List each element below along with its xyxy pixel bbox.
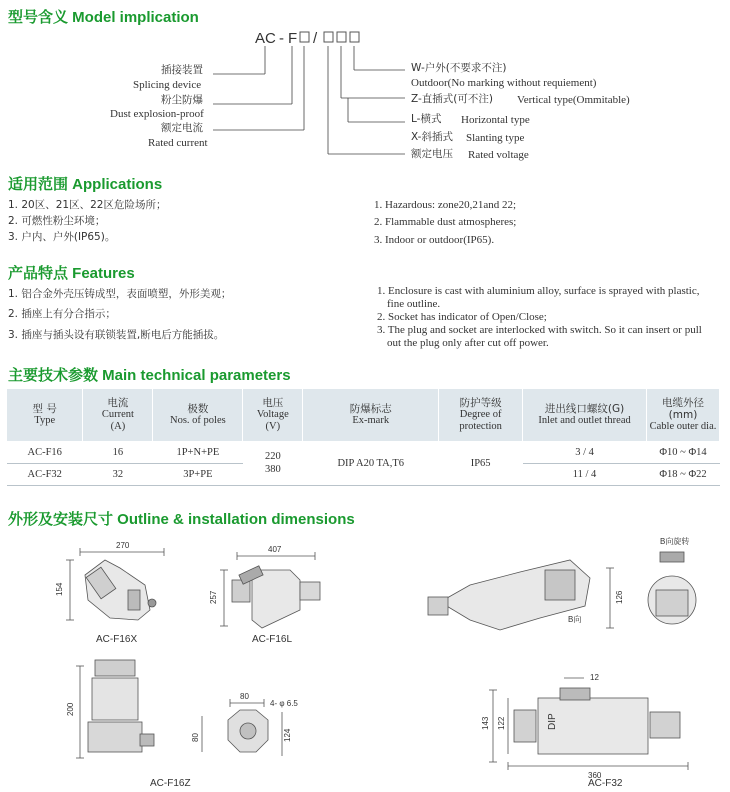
dim-f16x-w: 270 [116, 541, 130, 550]
code-dash: - [279, 30, 284, 47]
right-label-cn-1: W-户外(不要求不注) [411, 62, 507, 74]
code-box-outdoor [350, 32, 359, 42]
left-label-en-1: Splicing device [133, 79, 202, 91]
cell-voltage: 220 380 [243, 441, 303, 485]
params-header-row [7, 389, 720, 441]
app-en-1: 1. Hazardous: zone20,21and 22; [374, 199, 517, 211]
dim-f16z-w: 80 [240, 692, 249, 701]
code-box-type [337, 32, 346, 42]
code-box-current [300, 32, 309, 42]
params-table [7, 389, 720, 486]
caption-f16l: AC-F16L [252, 634, 293, 645]
dim-f32-w: 360 [588, 771, 602, 780]
th-voltage: 电压 Voltage (V) [243, 389, 303, 441]
dim-f16z-hole: 4- φ 6.5 [270, 699, 298, 708]
dim-f16z-h: 200 [66, 702, 75, 716]
feat-en-3: 2. Socket has indicator of Open/Close; [377, 311, 547, 323]
outline-drawings [0, 530, 730, 792]
th-exmark: 防爆标志 Ex-mark [303, 389, 439, 441]
app-cn-2: 2. 可燃性粉尘环境； [8, 215, 106, 227]
right-label-cn-2: Z-直插式(可不注) [411, 93, 493, 105]
dim-f32-h1: 143 [481, 716, 490, 730]
right-label-cn-4: X-斜插式 [411, 131, 453, 143]
left-label-cn-2: 粉尘防爆 [161, 94, 203, 106]
left-label-cn-3: 额定电流 [161, 122, 203, 134]
right-label-en-4: Slanting type [466, 132, 525, 144]
dim-f16l-h: 257 [209, 590, 218, 604]
cell-exmark: DIP A20 TA,T6 [303, 441, 439, 485]
caption-f16z: AC-F16Z [150, 778, 191, 789]
right-label-en-5: Rated voltage [468, 149, 529, 161]
cell-thread: 3 / 4 [523, 441, 647, 463]
code-box-voltage [324, 32, 333, 42]
table-row [7, 441, 720, 463]
left-label-en-2: Dust explosion-proof [110, 108, 204, 120]
cell-type: AC-F32 [7, 463, 83, 485]
caption-f16x: AC-F16X [96, 634, 138, 645]
caption-f32: AC-F32 [588, 778, 623, 789]
feat-en-1: 1. Enclosure is cast with aluminium alloy, surface is sprayed with plastic, [377, 285, 700, 297]
th-protection: 防护等级 Degree of protection [439, 389, 523, 441]
feat-cn-1: 1. 铝合金外壳压铸成型，表面喷塑，外形美观； [8, 288, 232, 300]
model-section-title: 型号含义 Model implication [8, 9, 199, 26]
cell-current: 16 [83, 441, 153, 463]
cell-thread: 11 / 4 [523, 463, 647, 485]
app-cn-1: 1. 20区、21区、22区危险场所； [8, 199, 167, 211]
th-current: 电流 Current (A) [83, 389, 153, 441]
feat-cn-2: 2. 插座上有分合指示； [8, 308, 116, 320]
app-en-2: 2. Flammable dust atmospheres; [374, 216, 517, 228]
th-type: 型 号 Type [7, 389, 83, 441]
feat-en-5: out the plug only after cut off power. [387, 337, 549, 349]
f32-dip-label: DIP [547, 713, 558, 730]
right-label-en-1: Outdoor(No marking without requiement) [411, 77, 597, 89]
cell-poles: 1P+N+PE [153, 441, 243, 463]
th-poles: 极数 Nos. of poles [153, 389, 243, 441]
b-dir-label: B向 [568, 615, 582, 624]
cell-current: 32 [83, 463, 153, 485]
params-title: 主要技术参数 Main technical parameters [8, 367, 291, 384]
dim-f32-h2: 122 [497, 716, 506, 730]
feat-en-4: 3. The plug and socket are interlocked with switch. So it can insert or pull [377, 324, 702, 336]
code-f: F [288, 30, 298, 47]
dim-f16l-w: 407 [268, 545, 282, 554]
right-label-cn-3: L-横式 [411, 113, 442, 125]
applications-title: 适用范围 Applications [8, 176, 163, 193]
features-title: 产品特点 Features [8, 265, 135, 282]
cell-cable: Φ10 ~ Φ14 [647, 441, 720, 463]
cell-protection: IP65 [439, 441, 523, 485]
outline-title: 外形及安装尺寸 Outline & installation dimensions [8, 511, 355, 528]
dim-f32-top: 12 [590, 673, 599, 682]
app-cn-3: 3. 户内、户外(IP65)。 [8, 231, 116, 243]
left-label-cn-1: 插接装置 [161, 64, 203, 76]
cell-cable: Φ18 ~ Φ22 [647, 463, 720, 485]
code-prefix: AC [255, 30, 276, 47]
dim-f16z-b: 124 [283, 728, 292, 742]
left-label-en-3: Rated current [148, 137, 208, 149]
dim-f16x-h: 154 [55, 582, 64, 596]
th-cable: 电缆外径 (mm) Cable outer dia. [647, 389, 720, 441]
cell-type: AC-F16 [7, 441, 83, 463]
th-thread: 进出线口螺纹(G) Inlet and outlet thread [523, 389, 647, 441]
right-label-en-3: Horizontal type [461, 114, 530, 126]
app-en-3: 3. Indoor or outdoor(IP65). [374, 234, 495, 246]
right-label-cn-5: 额定电压 [411, 148, 453, 160]
right-label-en-2: Vertical type(Ommitable) [517, 94, 630, 106]
cell-poles: 3P+PE [153, 463, 243, 485]
feat-cn-3: 3. 插座与插头设有联锁装置,断电后方能插拔。 [8, 329, 225, 341]
dim-f16z-a: 80 [191, 733, 200, 742]
b-view-label: B向旋转 [660, 537, 690, 546]
feat-en-2: fine outline. [387, 298, 441, 310]
dim-side-h: 126 [615, 590, 624, 604]
code-slash: / [313, 30, 318, 47]
